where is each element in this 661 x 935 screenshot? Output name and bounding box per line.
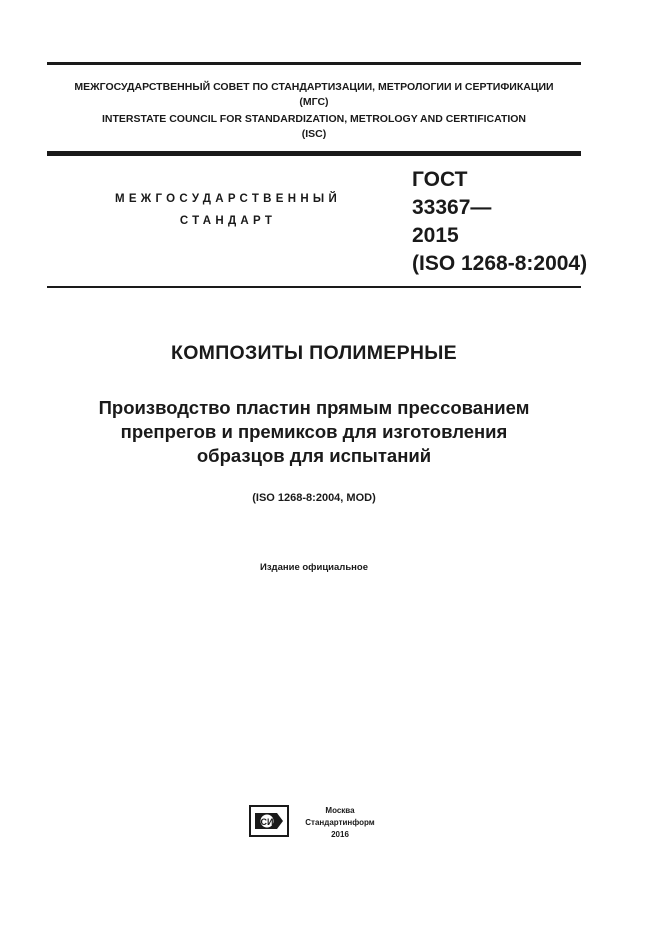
subtitle-line1: Производство пластин прямым прессованием	[98, 397, 530, 418]
publisher-city: Москва	[325, 806, 355, 815]
standard-kind-line2: СТАНДАРТ	[179, 215, 277, 227]
standard-designation	[412, 166, 587, 278]
svg-text:СИ: СИ	[260, 817, 274, 827]
middle-rule	[47, 151, 581, 156]
council-ru-line1: МЕЖГОСУДАРСТВЕННЫЙ СОВЕТ ПО СТАНДАРТИЗАЦИИ, МЕТРОЛОГИИ И СЕРТИФИКАЦИИ	[74, 81, 554, 93]
publisher-text	[295, 805, 385, 841]
designation-line4: (ISO 1268-8:2004)	[412, 252, 588, 275]
subtitle-line2: препрегов и премиксов для изготовления	[120, 421, 508, 442]
standartinform-logo-icon	[249, 805, 289, 837]
publisher-year: 2016	[331, 830, 349, 839]
publisher-name: Стандартинформ	[305, 818, 375, 827]
designation-line1: ГОСТ	[412, 168, 468, 191]
council-en-line1: INTERSTATE COUNCIL FOR STANDARDIZATION, METROLOGY AND CERTIFICATION	[101, 113, 527, 125]
document-subtitle	[47, 396, 581, 468]
council-en-abbr: (ISC)	[301, 128, 327, 140]
document-title: КОМПОЗИТЫ ПОЛИМЕРНЫЕ	[171, 342, 457, 364]
council-ru-abbr: (МГС)	[299, 96, 329, 108]
iso-reference: (ISO 1268-8:2004, MOD)	[252, 492, 376, 504]
subtitle-line3: образцов для испытаний	[196, 445, 432, 466]
designation-line3: 2015	[412, 224, 459, 247]
standard-kind-line1: МЕЖГОСУДАРСТВЕННЫЙ	[114, 193, 342, 205]
council-name-en	[47, 112, 581, 142]
top-rule	[47, 62, 581, 65]
standard-kind	[88, 188, 368, 232]
edition-note: Издание официальное	[260, 562, 368, 573]
council-name-ru	[47, 80, 581, 110]
bottom-rule	[47, 286, 581, 288]
designation-line2: 33367—	[412, 196, 492, 219]
